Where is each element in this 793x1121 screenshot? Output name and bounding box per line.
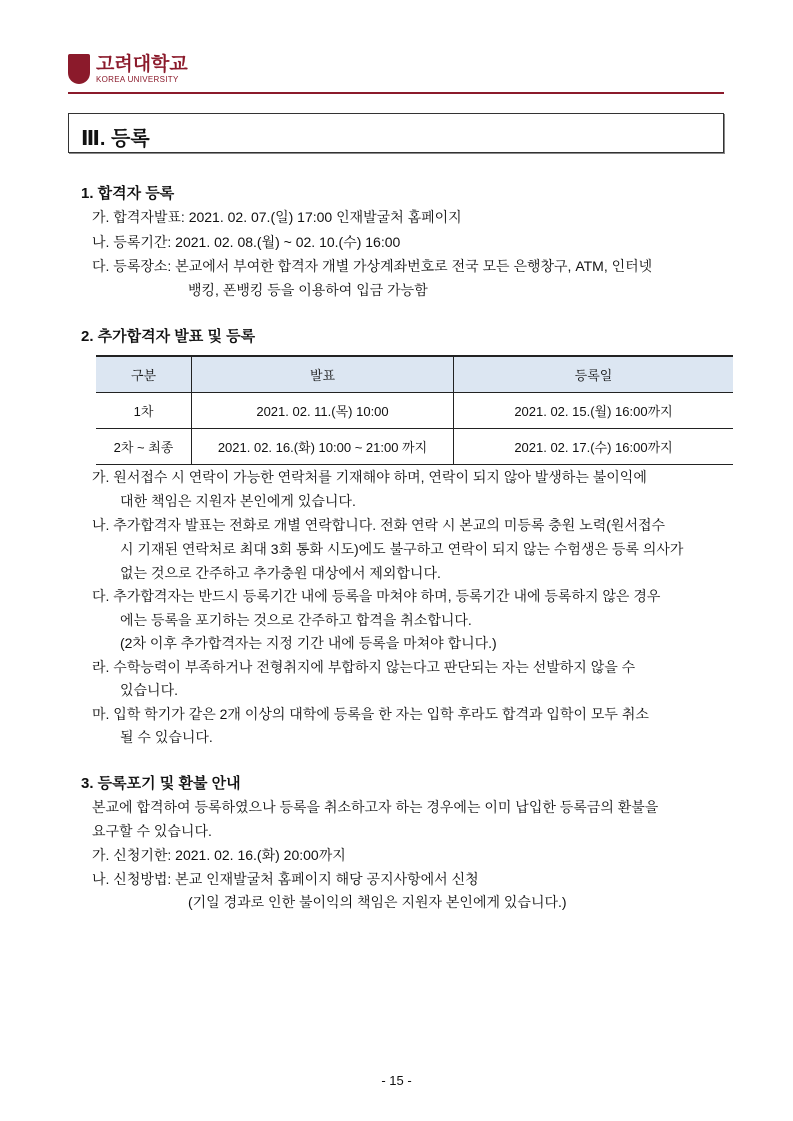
text-line: 다. 등록장소: 본교에서 부여한 합격자 개별 가상계좌번호로 전국 모든 은행창구, ATM, 인터넷 [92, 258, 653, 274]
crest-icon [68, 54, 90, 84]
col-header: 등록일 [454, 356, 734, 393]
page-number: - 15 - [381, 1073, 412, 1088]
text-line: 다. 추가합격자는 반드시 등록기간 내에 등록을 마쳐야 하며, 등록기간 내에 등록하지 않은 경우 [92, 588, 661, 604]
heading-2: 2. 추가합격자 발표 및 등록 [81, 328, 256, 345]
text-line: 없는 것으로 간주하고 추가충원 대상에서 제외합니다. [120, 565, 441, 581]
text-line: 대한 책임은 지원자 본인에게 있습니다. [120, 493, 356, 509]
text-line: 라. 수학능력이 부족하거나 전형취지에 부합하지 않는다고 판단되는 자는 선발하지 않을 수 [92, 659, 636, 675]
text-line: 본교에 합격하여 등록하였으나 등록을 취소하고자 하는 경우에는 이미 납입한 등록금의 환불을 [92, 799, 659, 815]
text-line: 나. 추가합격자 발표는 전화로 개별 연락합니다. 전화 연락 시 본교의 미등록 충원 노력(원서접수 [92, 517, 666, 533]
logo-korean: 고려대학교 [96, 53, 188, 75]
cell: 1차 [96, 393, 192, 429]
text-line: 시 기재된 연락처로 최대 3회 통화 시도)에도 불구하고 연락이 되지 않는 수험생은 등록 의사가 [120, 541, 684, 557]
table-row [96, 429, 733, 465]
cell: 2021. 02. 15.(월) 16:00까지 [454, 393, 734, 429]
university-logo [68, 54, 188, 84]
text-line: 될 수 있습니다. [120, 729, 213, 745]
cell: 2021. 02. 17.(수) 16:00까지 [454, 429, 734, 465]
table-row [96, 393, 733, 429]
logo-english: KOREA UNIVERSITY [96, 74, 179, 84]
text-line: 있습니다. [120, 682, 178, 698]
text-line: 마. 입학 학기가 같은 2개 이상의 대학에 등록을 한 자는 입학 후라도 합격과 입학이 모두 취소 [92, 706, 649, 722]
heading-1: 1. 합격자 등록 [81, 185, 175, 202]
text-line: (2차 이후 추가합격자는 지정 기간 내에 등록을 마쳐야 합니다.) [120, 635, 497, 651]
section-title: Ⅲ. 등록 [81, 128, 150, 150]
text-line: 요구할 수 있습니다. [92, 823, 212, 839]
heading-3: 3. 등록포기 및 환불 안내 [81, 775, 241, 792]
text-line: 에는 등록을 포기하는 것으로 간주하고 합격을 취소합니다. [120, 612, 472, 628]
header-divider [68, 92, 724, 94]
additional-admission-table [96, 355, 733, 465]
text-line: 나. 등록기간: 2021. 02. 08.(월) ~ 02. 10.(수) 16:00 [92, 234, 401, 250]
text-line: 가. 합격자발표: 2021. 02. 07.(일) 17:00 인재발굴처 홈페이지 [92, 209, 462, 225]
text-line: 뱅킹, 폰뱅킹 등을 이용하여 입금 가능함 [188, 282, 428, 298]
cell: 2021. 02. 16.(화) 10:00 ~ 21:00 까지 [192, 429, 454, 465]
text-line: 가. 원서접수 시 연락이 가능한 연락처를 기재해야 하며, 연락이 되지 않아 발생하는 불이익에 [92, 469, 647, 485]
table-header-row [96, 356, 733, 393]
section-title-box [68, 113, 724, 153]
cell: 2021. 02. 11.(목) 10:00 [192, 393, 454, 429]
cell: 2차 ~ 최종 [96, 429, 192, 465]
text-line: 가. 신청기한: 2021. 02. 16.(화) 20:00까지 [92, 847, 346, 863]
col-header: 구분 [96, 356, 192, 393]
text-line: 나. 신청방법: 본교 인재발굴처 홈페이지 해당 공지사항에서 신청 [92, 871, 479, 887]
text-line: (기일 경과로 인한 불이익의 책임은 지원자 본인에게 있습니다.) [188, 894, 567, 910]
col-header: 발표 [192, 356, 454, 393]
